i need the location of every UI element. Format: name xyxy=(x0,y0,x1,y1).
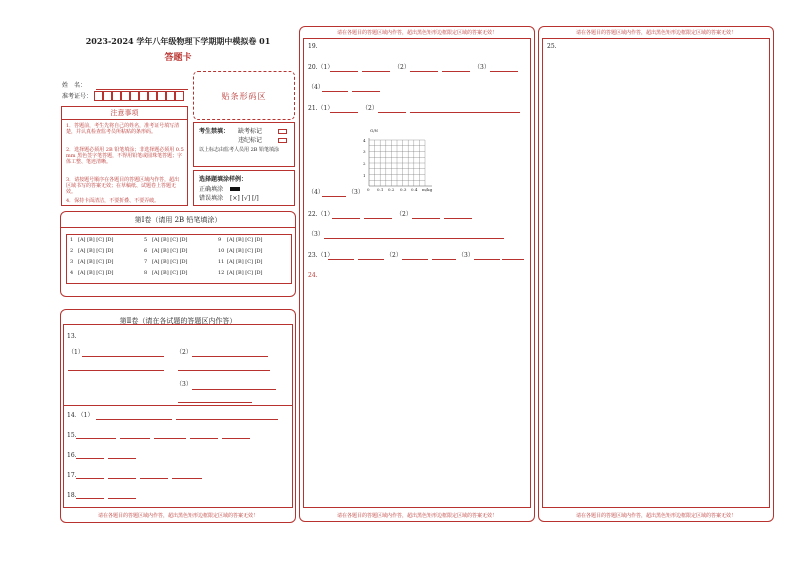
violation-label: 违纪标记 xyxy=(238,137,263,144)
q20-2-label: （2） xyxy=(394,64,410,71)
absent-label: 缺考标记 xyxy=(238,128,263,135)
q20-line-1[interactable] xyxy=(330,71,358,72)
q20-line-7[interactable] xyxy=(352,91,380,92)
id-boxes[interactable] xyxy=(94,91,188,101)
q-num: 2 xyxy=(70,248,74,254)
q15-label: 15. xyxy=(67,432,77,439)
q23-line-4[interactable] xyxy=(432,259,456,260)
correct-fill-label: 正确填涂 xyxy=(199,186,224,193)
q-num: 8 xyxy=(144,270,148,276)
graph-xtick: 0.1 xyxy=(377,187,384,192)
graph-svg xyxy=(358,128,438,194)
graph-xtick: 0.2 xyxy=(388,187,395,192)
q18-label: 18. xyxy=(67,492,77,499)
absent-mark[interactable] xyxy=(278,129,287,134)
exam-subtitle: 答题卡 xyxy=(164,53,192,63)
q21-line-4[interactable] xyxy=(322,196,346,197)
q21-graph xyxy=(358,128,438,194)
q8-options[interactable]: [A] [B] [C] [D] xyxy=(152,270,188,276)
graph-ytick: 1 xyxy=(363,173,366,178)
q15-line-2[interactable] xyxy=(120,438,150,439)
q1-options[interactable]: [A] [B] [C] [D] xyxy=(78,237,114,243)
q23-1-label: 23.（1） xyxy=(308,252,334,259)
q17-line-3[interactable] xyxy=(140,478,168,479)
q-num: 3 xyxy=(70,259,74,265)
q17-line-2[interactable] xyxy=(108,478,136,479)
violation-mark[interactable] xyxy=(278,138,287,143)
q7-options[interactable]: [A] [B] [C] [D] xyxy=(152,259,188,265)
q17-line-1[interactable] xyxy=(76,478,104,479)
notice-item-2: 2．选择题必须用 2B 铅笔填涂；非选择题必须用 0.5 mm 黑色签字笔答题，不得用铅笔或圆珠笔答题；字体工整、笔迹清晰。 xyxy=(66,147,184,165)
status-label: 考生禁填： xyxy=(199,128,230,135)
q-num: 7 xyxy=(144,259,148,265)
q4-options[interactable]: [A] [B] [C] [D] xyxy=(78,270,114,276)
q14-line-2[interactable] xyxy=(176,419,278,420)
graph-xtick: 0 xyxy=(367,187,370,192)
notice-item-4: 4．保持卡面清洁，不要折叠、不要弄破。 xyxy=(66,198,160,204)
q6-options[interactable]: [A] [B] [C] [D] xyxy=(152,248,188,254)
q21-line-1[interactable] xyxy=(330,112,358,113)
q25-label: 25. xyxy=(547,43,557,50)
q20-line-6[interactable] xyxy=(322,91,348,92)
q20-line-5[interactable] xyxy=(490,71,518,72)
q16-label: 16. xyxy=(67,452,77,459)
notice-item-1: 1．答题前，考生先将自己的姓名，准考证号填写清楚，并认真检查监考员所粘贴的条形码。 xyxy=(66,123,180,135)
id-label: 准考证号： xyxy=(62,93,93,100)
q13-2-line-b[interactable] xyxy=(178,370,270,371)
q5-options[interactable]: [A] [B] [C] [D] xyxy=(152,237,188,243)
q23-line-6[interactable] xyxy=(502,259,524,260)
q23-2-label: （2） xyxy=(386,252,402,259)
q24-label: 24. xyxy=(308,272,318,279)
graph-ytick: 4 xyxy=(363,138,366,143)
graph-xtick: 0.4 xyxy=(411,187,418,192)
q23-line-5[interactable] xyxy=(474,259,500,260)
q17-line-4[interactable] xyxy=(172,478,202,479)
q16-line-1[interactable] xyxy=(76,458,104,459)
q22-2-label: （2） xyxy=(396,211,412,218)
q21-3-label: （3） xyxy=(348,189,364,196)
q13-1-label: （1） xyxy=(68,349,84,356)
q20-line-2[interactable] xyxy=(362,71,390,72)
q14-label: 14．（1） xyxy=(67,412,94,419)
q15-line-5[interactable] xyxy=(222,438,250,439)
correct-fill-mark xyxy=(230,187,240,191)
q18-line-2[interactable] xyxy=(108,498,136,499)
q22-3-label: （3） xyxy=(308,231,324,238)
q23-line-2[interactable] xyxy=(358,259,384,260)
q13-2-line[interactable] xyxy=(192,356,268,357)
exam-title: 2023-2024 学年八年级物理下学期期中模拟卷 01 xyxy=(85,36,271,46)
q12-options[interactable]: [A] [B] [C] [D] xyxy=(227,270,263,276)
notice-box xyxy=(61,106,188,206)
q19-label: 19. xyxy=(308,43,318,50)
q-num: 1 xyxy=(70,237,74,243)
q13-3-line-b[interactable] xyxy=(178,402,252,403)
col2-answer-area xyxy=(303,38,531,508)
q2-options[interactable]: [A] [B] [C] [D] xyxy=(78,248,114,254)
answer-warning-col1: 请在各题目的答题区域内作答，超出黑色矩形边框限定区域的答案无效！ xyxy=(97,513,258,519)
q13-label: 13. xyxy=(67,333,77,340)
answer-warning-col3-top: 请在各题目的答题区域内作答，超出黑色矩形边框限定区域的答案无效！ xyxy=(575,30,736,36)
answer-warning-col3-bottom: 请在各题目的答题区域内作答，超出黑色矩形边框限定区域的答案无效！ xyxy=(575,513,736,519)
name-label: 姓 名： xyxy=(62,82,87,89)
q21-1-label: 21.（1） xyxy=(308,105,334,112)
q22-line-4[interactable] xyxy=(444,218,472,219)
q23-line-1[interactable] xyxy=(328,259,354,260)
q23-3-label: （3） xyxy=(458,252,474,259)
q21-line-2[interactable] xyxy=(378,112,406,113)
answer-warning-col2-top: 请在各题目的答题区域内作答，超出黑色矩形边框限定区域的答案无效！ xyxy=(336,30,497,36)
fill-example-title: 选择题填涂样例： xyxy=(199,176,248,183)
status-note: 以上标志由监考人员用 2B 铅笔填涂 xyxy=(199,147,280,153)
notice-title: 注意事项 xyxy=(62,109,187,120)
notice-item-3: 3．请按题号顺序在各题目的答题区域内作答，超出区域书写的答案无效；在草稿纸、试题卷上答题无效。 xyxy=(66,177,180,195)
q15-line-4[interactable] xyxy=(190,438,218,439)
q3-options[interactable]: [A] [B] [C] [D] xyxy=(78,259,114,265)
q20-3-label: （3） xyxy=(474,64,490,71)
q20-1-label: 20.（1） xyxy=(308,64,334,71)
q13-3-line[interactable] xyxy=(192,389,276,390)
answer-warning-col2-bottom: 请在各题目的答题区域内作答，超出黑色矩形边框限定区域的答案无效！ xyxy=(336,513,497,519)
q21-2-label: （2） xyxy=(362,105,378,112)
barcode-label: 贴条形码区 xyxy=(221,92,267,101)
graph-ylabel: G/N xyxy=(370,128,379,133)
wrong-fill-label: 错误填涂 xyxy=(199,195,224,202)
q21-4-label: （4） xyxy=(308,189,324,196)
graph-xlabel: m/kg xyxy=(422,187,433,192)
q22-1-label: 22.（1） xyxy=(308,211,334,218)
q-num: 5 xyxy=(144,237,148,243)
q21-line-3[interactable] xyxy=(410,112,520,113)
part1-grid xyxy=(66,234,292,284)
q20-4-label: （4） xyxy=(308,84,324,91)
fill-example-box xyxy=(193,170,295,206)
q20-line-4[interactable] xyxy=(442,71,470,72)
q17-label: 17. xyxy=(67,472,77,479)
q10-options[interactable]: [A] [B] [C] [D] xyxy=(227,248,263,254)
q13-2-label: （2） xyxy=(176,349,192,356)
graph-xtick: 0.3 xyxy=(400,187,407,192)
wrong-fill-marks: [×] [√] [/] xyxy=(230,195,259,202)
q13-3-label: （3） xyxy=(176,381,192,388)
part2-title: 第Ⅱ卷（请在各试题的答题区内作答） xyxy=(119,317,237,325)
q-num: 11 xyxy=(218,259,225,265)
q22-line-2[interactable] xyxy=(364,218,392,219)
q22-line-3[interactable] xyxy=(412,218,440,219)
q20-line-3[interactable] xyxy=(410,71,438,72)
q9-options[interactable]: [A] [B] [C] [D] xyxy=(227,237,263,243)
q13-1-line[interactable] xyxy=(82,356,164,357)
q15-line-1[interactable] xyxy=(76,438,116,439)
q22-line-1[interactable] xyxy=(332,218,360,219)
part1-title: 第Ⅰ卷（请用 2B 铅笔填涂） xyxy=(134,216,222,224)
q22-line-5[interactable] xyxy=(324,238,504,239)
q18-line-1[interactable] xyxy=(76,498,104,499)
q-num: 12 xyxy=(218,270,225,276)
q11-options[interactable]: [A] [B] [C] [D] xyxy=(227,259,263,265)
q-num: 10 xyxy=(218,248,225,254)
q16-line-2[interactable] xyxy=(108,458,136,459)
name-line xyxy=(96,89,188,90)
graph-ytick: 2 xyxy=(363,161,366,166)
barcode-area xyxy=(193,71,295,120)
status-box xyxy=(193,122,295,167)
q-num: 6 xyxy=(144,248,148,254)
col3-answer-area xyxy=(542,38,770,508)
q23-line-3[interactable] xyxy=(402,259,428,260)
q14-line-1[interactable] xyxy=(96,419,172,420)
q13-1-line-b[interactable] xyxy=(68,370,164,371)
q15-line-3[interactable] xyxy=(154,438,186,439)
graph-ytick: 3 xyxy=(363,149,366,154)
q-num: 9 xyxy=(218,237,222,243)
q-num: 4 xyxy=(70,270,74,276)
